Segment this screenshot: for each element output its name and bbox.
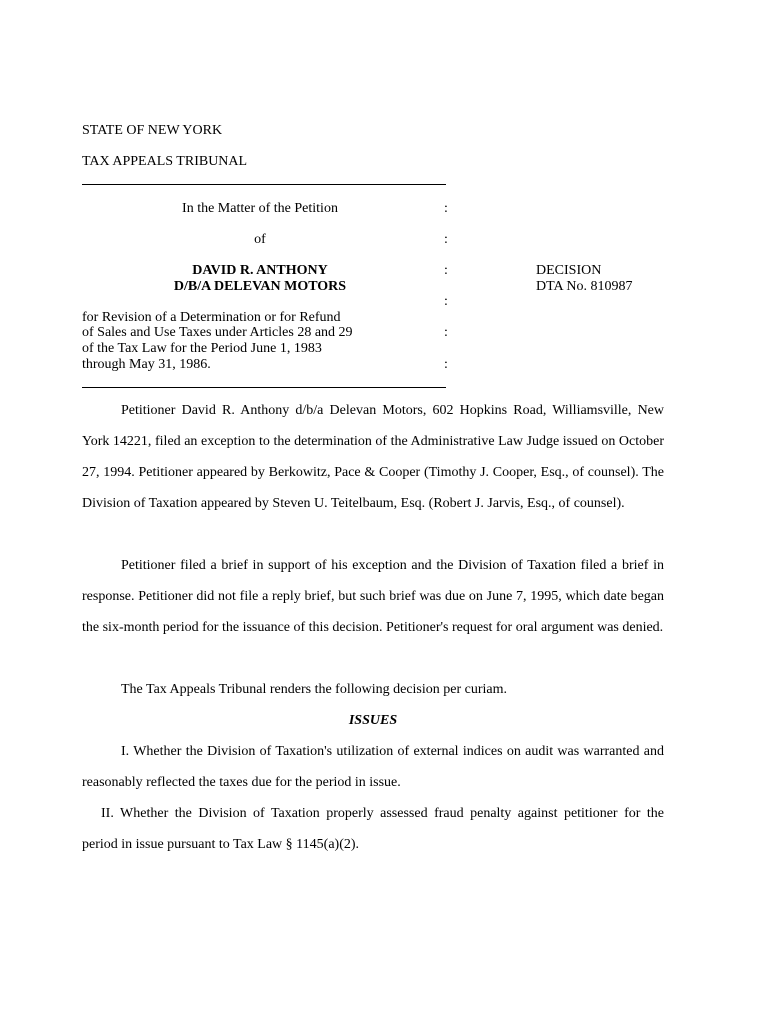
issue-one: I. Whether the Division of Taxation's utilization of external indices on audit was warranted and reasonably reflected the taxes due for the period in issue. <box>82 744 664 790</box>
caption-colon: : <box>444 325 448 340</box>
paragraph-briefs: Petitioner filed a brief in support of his exception and the Division of Taxation filed a brief in response. Petitioner did not file a reply brief, but such brief was due on June 7, 1995, which date began the six-month period for the issuance of this decision. Petitioner's request for oral argument was denied. <box>82 558 664 635</box>
caption-of: of <box>254 232 266 247</box>
caption-colon: : <box>444 294 448 309</box>
paragraph-appearances: Petitioner David R. Anthony d/b/a Delevan Motors, 602 Hopkins Road, Williamsville, New York 14221, filed an exception to the determination of the Administrative Law Judge issued on October 27, 1994. Petitioner appeared by Berkowitz, Pace & Cooper (Timothy J. Cooper, Esq., of counsel). The Division of Taxation appeared by Steven U. Teitelbaum, Esq. (Robert J. Jarvis, Esq., of counsel). <box>82 403 664 511</box>
caption-purpose-line-3: of the Tax Law for the Period June 1, 1983 <box>82 341 322 356</box>
issues-heading: ISSUES <box>348 713 398 728</box>
caption-top-rule <box>82 184 446 185</box>
tribunal-heading: TAX APPEALS TRIBUNAL <box>82 154 248 169</box>
state-heading: STATE OF NEW YORK <box>82 123 223 138</box>
caption-purpose-line-1: for Revision of a Determination or for Refund <box>82 310 341 325</box>
caption-colon: : <box>444 201 448 216</box>
caption-colon: : <box>444 263 448 278</box>
caption-colon: : <box>444 232 448 247</box>
dta-number: DTA No. 810987 <box>536 279 633 294</box>
caption-purpose-line-4: through May 31, 1986. <box>82 357 211 372</box>
petitioner-name: DAVID R. ANTHONY <box>192 263 328 278</box>
caption-matter: In the Matter of the Petition <box>182 201 338 216</box>
petitioner-dba: D/B/A DELEVAN MOTORS <box>173 279 347 294</box>
issue-two: II. Whether the Division of Taxation properly assessed fraud penalty against petitioner for the period in issue pursuant to Tax Law § 1145(a)(2). <box>82 806 664 852</box>
caption-colon: : <box>444 357 448 372</box>
caption-purpose-line-2: of Sales and Use Taxes under Articles 28 and 29 <box>82 325 353 340</box>
paragraph-per-curiam: The Tax Appeals Tribunal renders the following decision per curiam. <box>121 682 508 697</box>
caption-bottom-rule <box>82 387 446 388</box>
decision-label: DECISION <box>536 263 602 278</box>
